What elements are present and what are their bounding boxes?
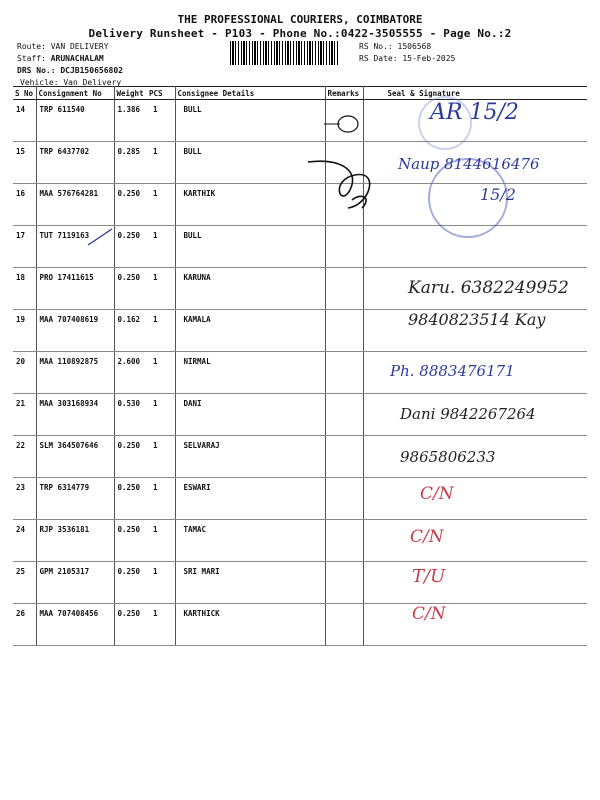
pcs-cell: 1 [147, 604, 175, 646]
pcs-cell: 1 [147, 562, 175, 604]
staff-label: Staff: [17, 54, 51, 63]
drs-text: DRS No.: DCJB150656802 [17, 66, 123, 75]
consignment-cell: MAA 110892875 [36, 352, 114, 394]
consignment-cell: TRP 6314779 [36, 478, 114, 520]
pcs-cell: 1 [147, 520, 175, 562]
weight-cell: 0.162 [114, 310, 147, 352]
col-header-consignment: Consignment No [36, 87, 114, 100]
signature-row16: 15/2 [480, 185, 516, 204]
signature-row21: Dani 9842267264 [400, 405, 536, 423]
col-header-weight: Weight [114, 87, 147, 100]
consignee-cell: BULL [175, 100, 325, 142]
meta-left [17, 41, 123, 89]
signature-row20: Ph. 8883476171 [390, 362, 515, 380]
staff-text [17, 53, 123, 65]
consignee-cell: KARTHIK [175, 184, 325, 226]
pcs-cell: 1 [147, 142, 175, 184]
sno-cell: 23 [13, 478, 36, 520]
consignment-cell: TRP 611540 [36, 100, 114, 142]
signature-row26: C/N [412, 604, 446, 624]
consignee-cell: SELVARAJ [175, 436, 325, 478]
sno-cell: 24 [13, 520, 36, 562]
weight-cell: 0.250 [114, 478, 147, 520]
weight-cell: 0.250 [114, 436, 147, 478]
pcs-cell: 1 [147, 268, 175, 310]
weight-cell: 0.530 [114, 394, 147, 436]
col-header-pcs: PCS [147, 87, 175, 100]
pcs-cell: 1 [147, 226, 175, 268]
consignment-cell: MAA 707408619 [36, 310, 114, 352]
sno-cell: 15 [13, 142, 36, 184]
consignment-cell: PRO 17411615 [36, 268, 114, 310]
col-header-sno: S No [13, 87, 36, 100]
staff-name: ARUNACHALAM [50, 54, 104, 63]
consignee-cell: BULL [175, 142, 325, 184]
pcs-cell: 1 [147, 184, 175, 226]
consignment-cell: TUT 7119163 [36, 226, 114, 268]
sno-cell: 25 [13, 562, 36, 604]
consignee-cell: TAMAC [175, 520, 325, 562]
signature-row15: Naup 8144616476 [398, 155, 540, 173]
remarks-cell [325, 436, 363, 478]
remarks-cell [325, 226, 363, 268]
consignee-cell: DANI [175, 394, 325, 436]
consignee-cell: KARUNA [175, 268, 325, 310]
sno-cell: 19 [13, 310, 36, 352]
consignee-cell: BULL [175, 226, 325, 268]
weight-cell: 0.250 [114, 184, 147, 226]
consignment-cell: MAA 303168934 [36, 394, 114, 436]
remarks-cell [325, 394, 363, 436]
meta-right [359, 41, 455, 65]
remarks-cell [325, 310, 363, 352]
sno-cell: 20 [13, 352, 36, 394]
route-text: Route: VAN DELIVERY [17, 42, 109, 51]
consignment-cell: GPM 2105317 [36, 562, 114, 604]
consignee-cell: KARTHICK [175, 604, 325, 646]
pcs-cell: 1 [147, 310, 175, 352]
vehicle-text: Vehicle: Van Delivery [20, 78, 122, 87]
sno-cell: 18 [13, 268, 36, 310]
signature-cell [363, 478, 587, 520]
weight-cell: 1.386 [114, 100, 147, 142]
remarks-cell [325, 520, 363, 562]
table-row [13, 520, 587, 562]
signature-row22: 9865806233 [400, 448, 496, 466]
table-row [13, 478, 587, 520]
barcode [230, 41, 340, 65]
pcs-cell: 1 [147, 352, 175, 394]
consignment-cell: MAA 707408456 [36, 604, 114, 646]
weight-cell: 0.250 [114, 268, 147, 310]
signature-row18: Karu. 6382249952 [408, 278, 569, 298]
consignment-cell: RJP 3536181 [36, 520, 114, 562]
remarks-cell [325, 352, 363, 394]
sno-cell: 16 [13, 184, 36, 226]
signature-row19: 9840823514 Kay [408, 310, 546, 329]
remarks-cell [325, 268, 363, 310]
signature-row25: T/U [412, 566, 446, 587]
runsheet-title: Delivery Runsheet - P103 - Phone No.:0422-3505555 - Page No.:2 [88, 27, 512, 40]
weight-cell: 2.600 [114, 352, 147, 394]
remarks-cell [325, 604, 363, 646]
rs-no-text: RS No.: 1506568 [359, 42, 432, 51]
pcs-cell: 1 [147, 100, 175, 142]
col-header-consignee: Consignee Details [175, 87, 325, 100]
table-row [13, 604, 587, 646]
col-header-remarks: Remarks [325, 87, 363, 100]
signature-row24: C/N [410, 527, 444, 547]
consignee-cell: NIRMAL [175, 352, 325, 394]
remark-circle-mark [320, 112, 380, 142]
consignment-cell: TRP 6437702 [36, 142, 114, 184]
consignee-cell: ESWARI [175, 478, 325, 520]
signature-cell [363, 520, 587, 562]
rs-date-text: RS Date: 15-Feb-2025 [359, 54, 456, 63]
signature-cell [363, 604, 587, 646]
weight-cell: 0.250 [114, 520, 147, 562]
remarks-cell [325, 478, 363, 520]
sno-cell: 22 [13, 436, 36, 478]
consignee-cell: SRI MARI [175, 562, 325, 604]
weight-cell: 0.250 [114, 562, 147, 604]
sno-cell: 21 [13, 394, 36, 436]
company-title: THE PROFESSIONAL COURIERS, COIMBATORE [177, 13, 423, 26]
consignee-cell: KAMALA [175, 310, 325, 352]
sno-cell: 17 [13, 226, 36, 268]
table-row [13, 436, 587, 478]
sno-cell: 14 [13, 100, 36, 142]
table-row [13, 562, 587, 604]
consignment-cell: MAA 576764281 [36, 184, 114, 226]
remarks-cell [325, 562, 363, 604]
signature-cell [363, 562, 587, 604]
sno-cell: 26 [13, 604, 36, 646]
weight-cell: 0.250 [114, 226, 147, 268]
weight-cell: 0.285 [114, 142, 147, 184]
tick-mark [86, 225, 116, 250]
weight-cell: 0.250 [114, 604, 147, 646]
signature-row23: C/N [420, 484, 454, 504]
pcs-cell: 1 [147, 394, 175, 436]
signature-row14: AR 15/2 [430, 100, 519, 125]
pcs-cell: 1 [147, 478, 175, 520]
consignment-cell: SLM 364507646 [36, 436, 114, 478]
col-header-signature: Seal & Signature [363, 87, 587, 100]
pcs-cell: 1 [147, 436, 175, 478]
table-header-row [13, 87, 587, 100]
